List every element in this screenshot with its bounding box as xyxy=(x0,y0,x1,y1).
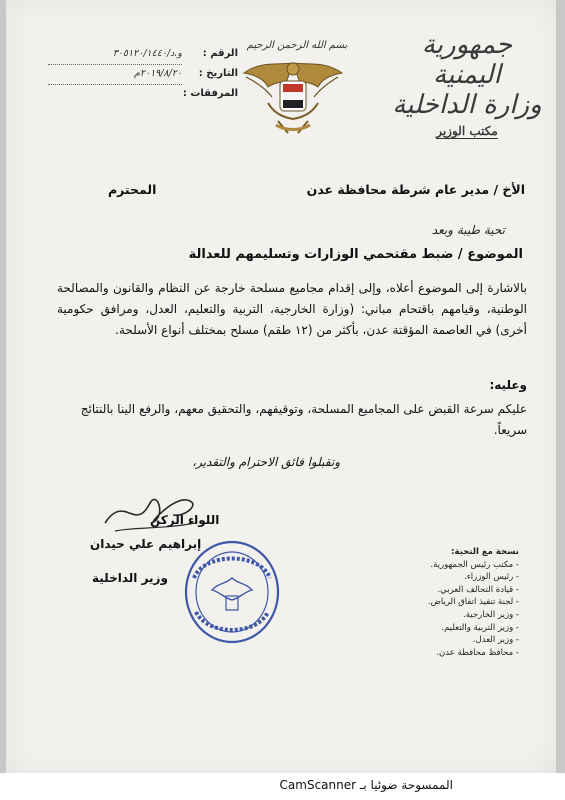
official-stamp-icon xyxy=(182,538,282,646)
copy-item: - لجنة تنفيذ اتفاق الرياض. xyxy=(427,597,519,608)
basmala: بسم الله الرحمن الرحيم xyxy=(246,40,348,51)
reference-label: الرقم : xyxy=(202,48,238,59)
date-label: التاريخ : xyxy=(198,68,238,79)
reference-row xyxy=(48,44,238,64)
signatory-name: إبراهيم علي حيدان xyxy=(90,537,202,551)
ministry-header xyxy=(387,30,547,139)
attachments-value xyxy=(48,84,182,85)
attachments-row xyxy=(48,84,238,104)
letter-body: بالاشارة إلى الموضوع أعلاه، وإلى إقدام مجاميع مسلحة خارجة عن النظام والقانون والمصالحة الوطنية، وقيامهم باقتحام مباني: (وزارة الخارجية، التربية والتعليم، العدل، ومرافق حكومية أخرى) في العاصمة المؤقتة عدن، بأكثر من (١٢ طقم) مسلح بمختلف أنواع الأسلحة. xyxy=(57,281,527,337)
copies-list xyxy=(379,546,519,659)
copy-item: - وزير الخارجية. xyxy=(463,609,519,620)
signatory-title: وزير الداخلية xyxy=(92,571,168,585)
date-value: ٢٠١٩/٨/٢٠م xyxy=(48,64,182,85)
eagle-emblem-icon xyxy=(238,53,348,141)
reference-block xyxy=(48,44,238,104)
copy-item: - قيادة التحالف العربي. xyxy=(437,584,519,595)
attachments-label: المرفقات : xyxy=(182,88,238,99)
date-row xyxy=(48,64,238,84)
scanner-footer xyxy=(0,773,565,800)
copy-item: - محافظ محافظة عدن. xyxy=(436,647,519,658)
copy-item: - مكتب رئيس الجمهورية. xyxy=(430,559,519,570)
copy-item: - رئيس الوزراء. xyxy=(464,572,519,583)
therefore-heading: وعليه: xyxy=(489,378,527,392)
reference-value: و.د/٣٠٥١٢٠/١٤٤٠ xyxy=(48,44,182,65)
copies-heading: نسخة مع التحية: xyxy=(451,547,519,557)
copy-item: - وزير العدل. xyxy=(472,635,519,646)
subject-line: الموضوع / ضبط مقتحمي الوزارات وتسليمهم للعدالة xyxy=(188,247,523,262)
closing-line: وتقبلوا فائق الاحترام والتقدير، xyxy=(192,455,340,469)
ministry-name: وزارة الداخلية xyxy=(392,90,542,120)
addressee: الأخ / مدير عام شرطة محافظة عدن xyxy=(306,182,525,197)
office-name: مكتب الوزير xyxy=(436,124,498,138)
signatory-rank: اللواء الركن xyxy=(150,513,220,527)
scanner-watermark-text: الممسوحة ضوئيا بـ CamScanner xyxy=(279,778,453,792)
handwritten-greeting: تحية طيبة وبعد xyxy=(431,223,505,237)
copy-item: - وزير التربية والتعليم. xyxy=(441,622,519,633)
salutation-respected: المحترم xyxy=(108,182,157,197)
letter-request: عليكم سرعة القبض على المجاميع المسلحة، وتوقيفهم، والتحقيق معهم، والرفع الينا بالنتائج سريعاً. xyxy=(80,402,527,437)
country-name: جمهورية اليمنية xyxy=(421,30,513,90)
